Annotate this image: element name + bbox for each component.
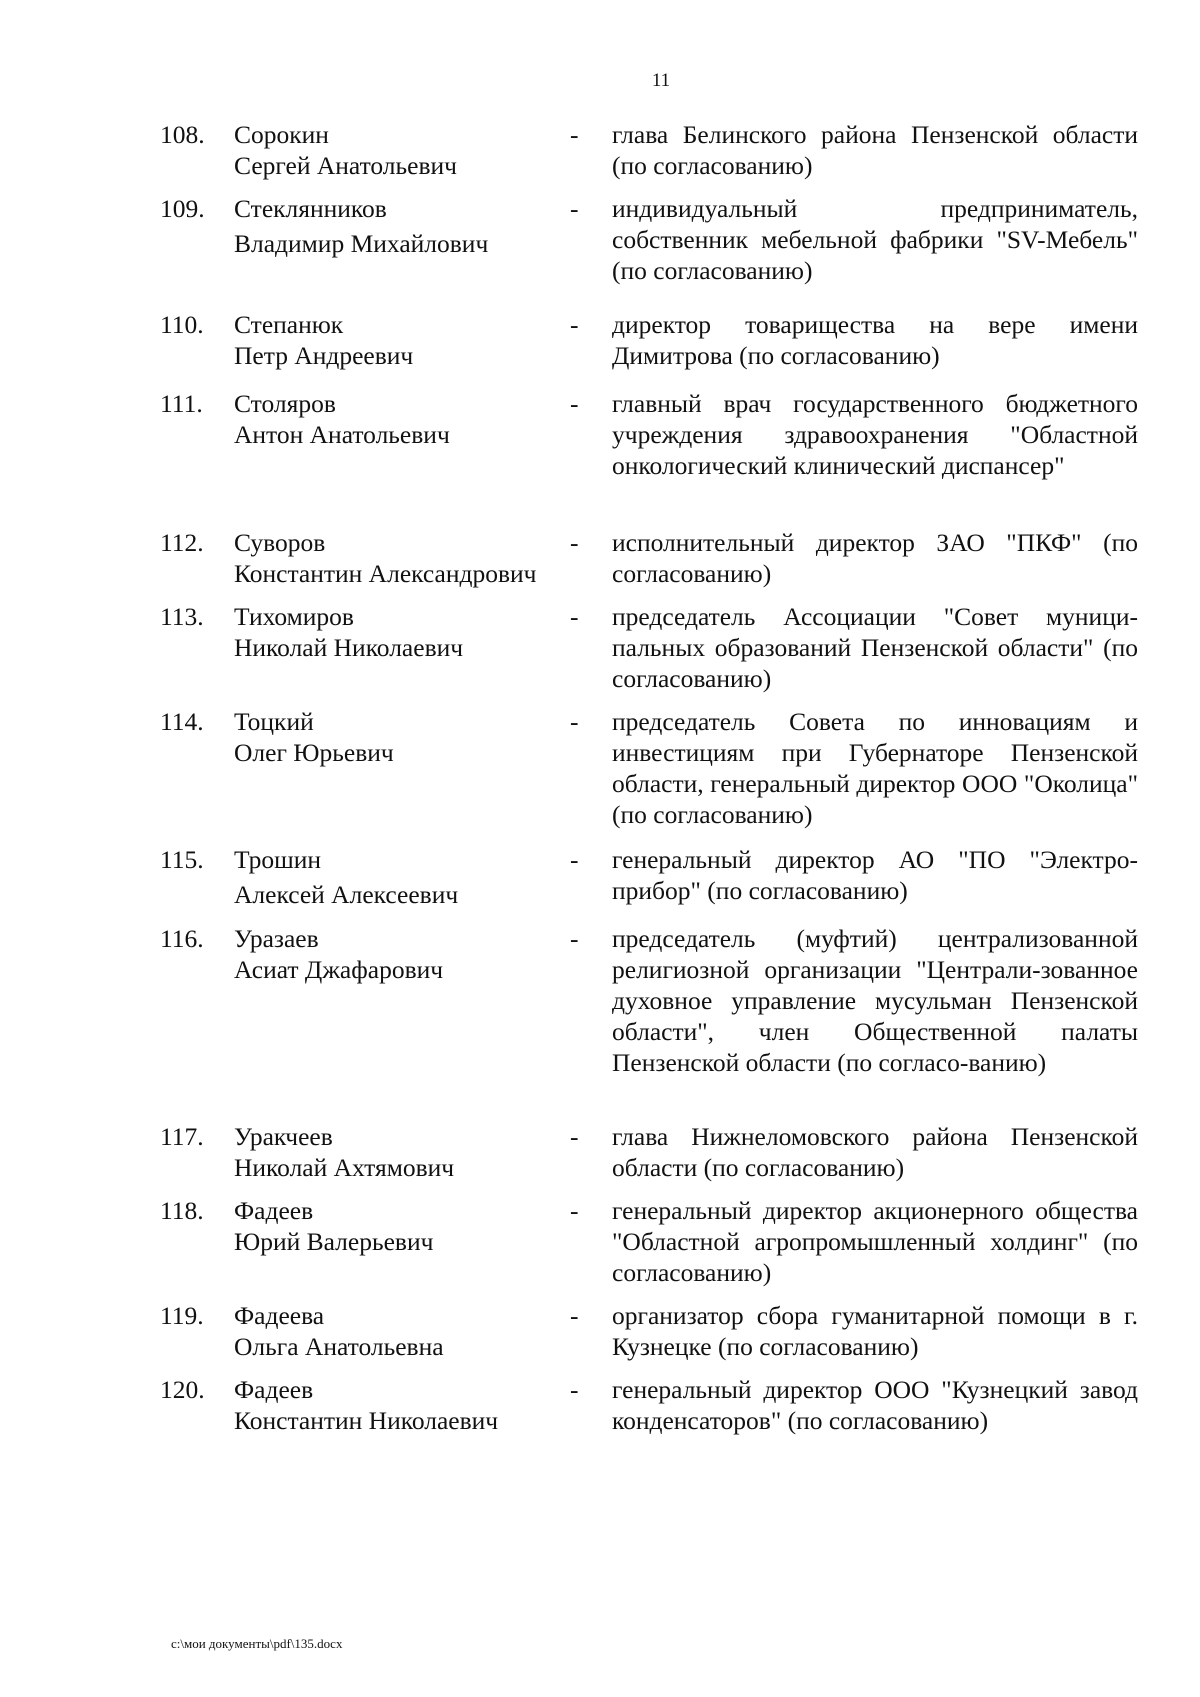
surname: Трошин [234,845,322,874]
list-item [0,388,1200,527]
position-description: генеральный директор акционерного общества "Областной агропромышленный холдинг" (по согласованию) [612,1196,1138,1287]
list-item [0,309,1200,388]
member-list [0,119,1200,1448]
list-item [0,1195,1200,1300]
person-name [234,309,554,371]
surname: Фадеев [234,1375,314,1404]
item-number: 112. [160,528,204,557]
surname: Суворов [234,528,326,557]
item-number: 118. [160,1196,204,1225]
person-name [234,923,554,985]
surname: Тихомиров [234,602,354,631]
given-names: Петр Андреевич [234,341,414,370]
position-description: директор товарищества на вере имени Димитрова (по согласованию) [612,310,1138,370]
given-names: Юрий Валерьевич [234,1227,434,1256]
dash: - [570,602,579,631]
dash: - [570,1122,579,1151]
surname: Уразаев [234,924,319,953]
person-name [234,1121,554,1183]
surname: Уракчеев [234,1122,333,1151]
file-path-footer: c:\мои документы\pdf\135.docx [171,1636,343,1651]
position-description: глава Белинского района Пензенской области (по согласованию) [612,120,1138,180]
person-name [234,1195,554,1257]
given-names: Алексей Алексеевич [234,880,459,909]
given-names: Олег Юрьевич [234,738,394,767]
surname: Фадеев [234,1196,314,1225]
position-description: председатель (муфтий) централизованной религиозной организации "Централи-зованное духовное управление мусульман Пензенской области", член Общественной палаты Пензенской области (по согласо-ванию) [612,924,1138,1077]
given-names: Антон Анатольевич [234,420,450,449]
list-item [0,527,1200,601]
surname: Сорокин [234,120,329,149]
list-item [0,706,1200,844]
item-number: 109. [160,194,205,223]
list-item [0,1374,1200,1448]
dash: - [570,1301,579,1330]
person-name [234,844,554,910]
item-number: 117. [160,1122,204,1151]
given-names: Асиат Джафарович [234,955,444,984]
surname: Столяров [234,389,336,418]
list-item [0,923,1200,1121]
person-name [234,388,554,450]
position-description: генеральный директор ООО "Кузнецкий завод конденсаторов" (по согласованию) [612,1375,1138,1435]
given-names: Константин Александрович [234,559,537,588]
given-names: Ольга Анатольевна [234,1332,444,1361]
list-item [0,119,1200,193]
dash: - [570,707,579,736]
surname: Тоцкий [234,707,314,736]
position-description: индивидуальный предприниматель, собственник мебельной фабрики "SV-Мебель" (по согласованию) [612,194,1138,285]
position-description: глава Нижнеломовского района Пензенской области (по согласованию) [612,1122,1138,1182]
person-name [234,119,554,181]
item-number: 119. [160,1301,204,1330]
item-number: 111. [160,389,203,418]
item-number: 120. [160,1375,205,1404]
item-number: 108. [160,120,205,149]
item-number: 115. [160,845,204,874]
page-number: 11 [651,70,671,91]
person-name [234,1300,554,1362]
position-description: главный врач государственного бюджетного учреждения здравоохранения "Областной онкологический клинический диспансер" [612,389,1138,480]
given-names: Константин Николаевич [234,1406,499,1435]
dash: - [570,1196,579,1225]
dash: - [570,528,579,557]
item-number: 110. [160,310,204,339]
person-name [234,1374,554,1436]
surname: Фадеева [234,1301,325,1330]
surname: Степанюк [234,310,344,339]
position-description: председатель Совета по инновациям и инвестициям при Губернаторе Пензенской области, генеральный директор ООО "Околица" (по согласованию) [612,707,1138,829]
given-names: Николай Ахтямович [234,1153,455,1182]
dash: - [570,1375,579,1404]
person-name [234,706,554,768]
dash: - [570,310,579,339]
list-item [0,1121,1200,1195]
given-names: Сергей Анатольевич [234,151,457,180]
list-item [0,193,1200,309]
list-item [0,601,1200,706]
list-item [0,1300,1200,1374]
surname: Стеклянников [234,194,387,223]
item-number: 114. [160,707,204,736]
item-number: 116. [160,924,204,953]
dash: - [570,194,579,223]
dash: - [570,120,579,149]
person-name [234,193,554,259]
list-item [0,844,1200,923]
dash: - [570,845,579,874]
position-description: председатель Ассоциации "Совет муници-пальных образований Пензенской области" (по согласованию) [612,602,1138,693]
given-names: Николай Николаевич [234,633,464,662]
position-description: исполнительный директор ЗАО "ПКФ" (по согласованию) [612,528,1138,588]
dash: - [570,389,579,418]
given-names: Владимир Михайлович [234,229,489,258]
position-description: организатор сбора гуманитарной помощи в г. Кузнецке (по согласованию) [612,1301,1138,1361]
person-name [234,601,554,663]
item-number: 113. [160,602,204,631]
person-name [234,527,554,589]
position-description: генеральный директор АО "ПО "Электро-прибор" (по согласованию) [612,845,1138,905]
dash: - [570,924,579,953]
